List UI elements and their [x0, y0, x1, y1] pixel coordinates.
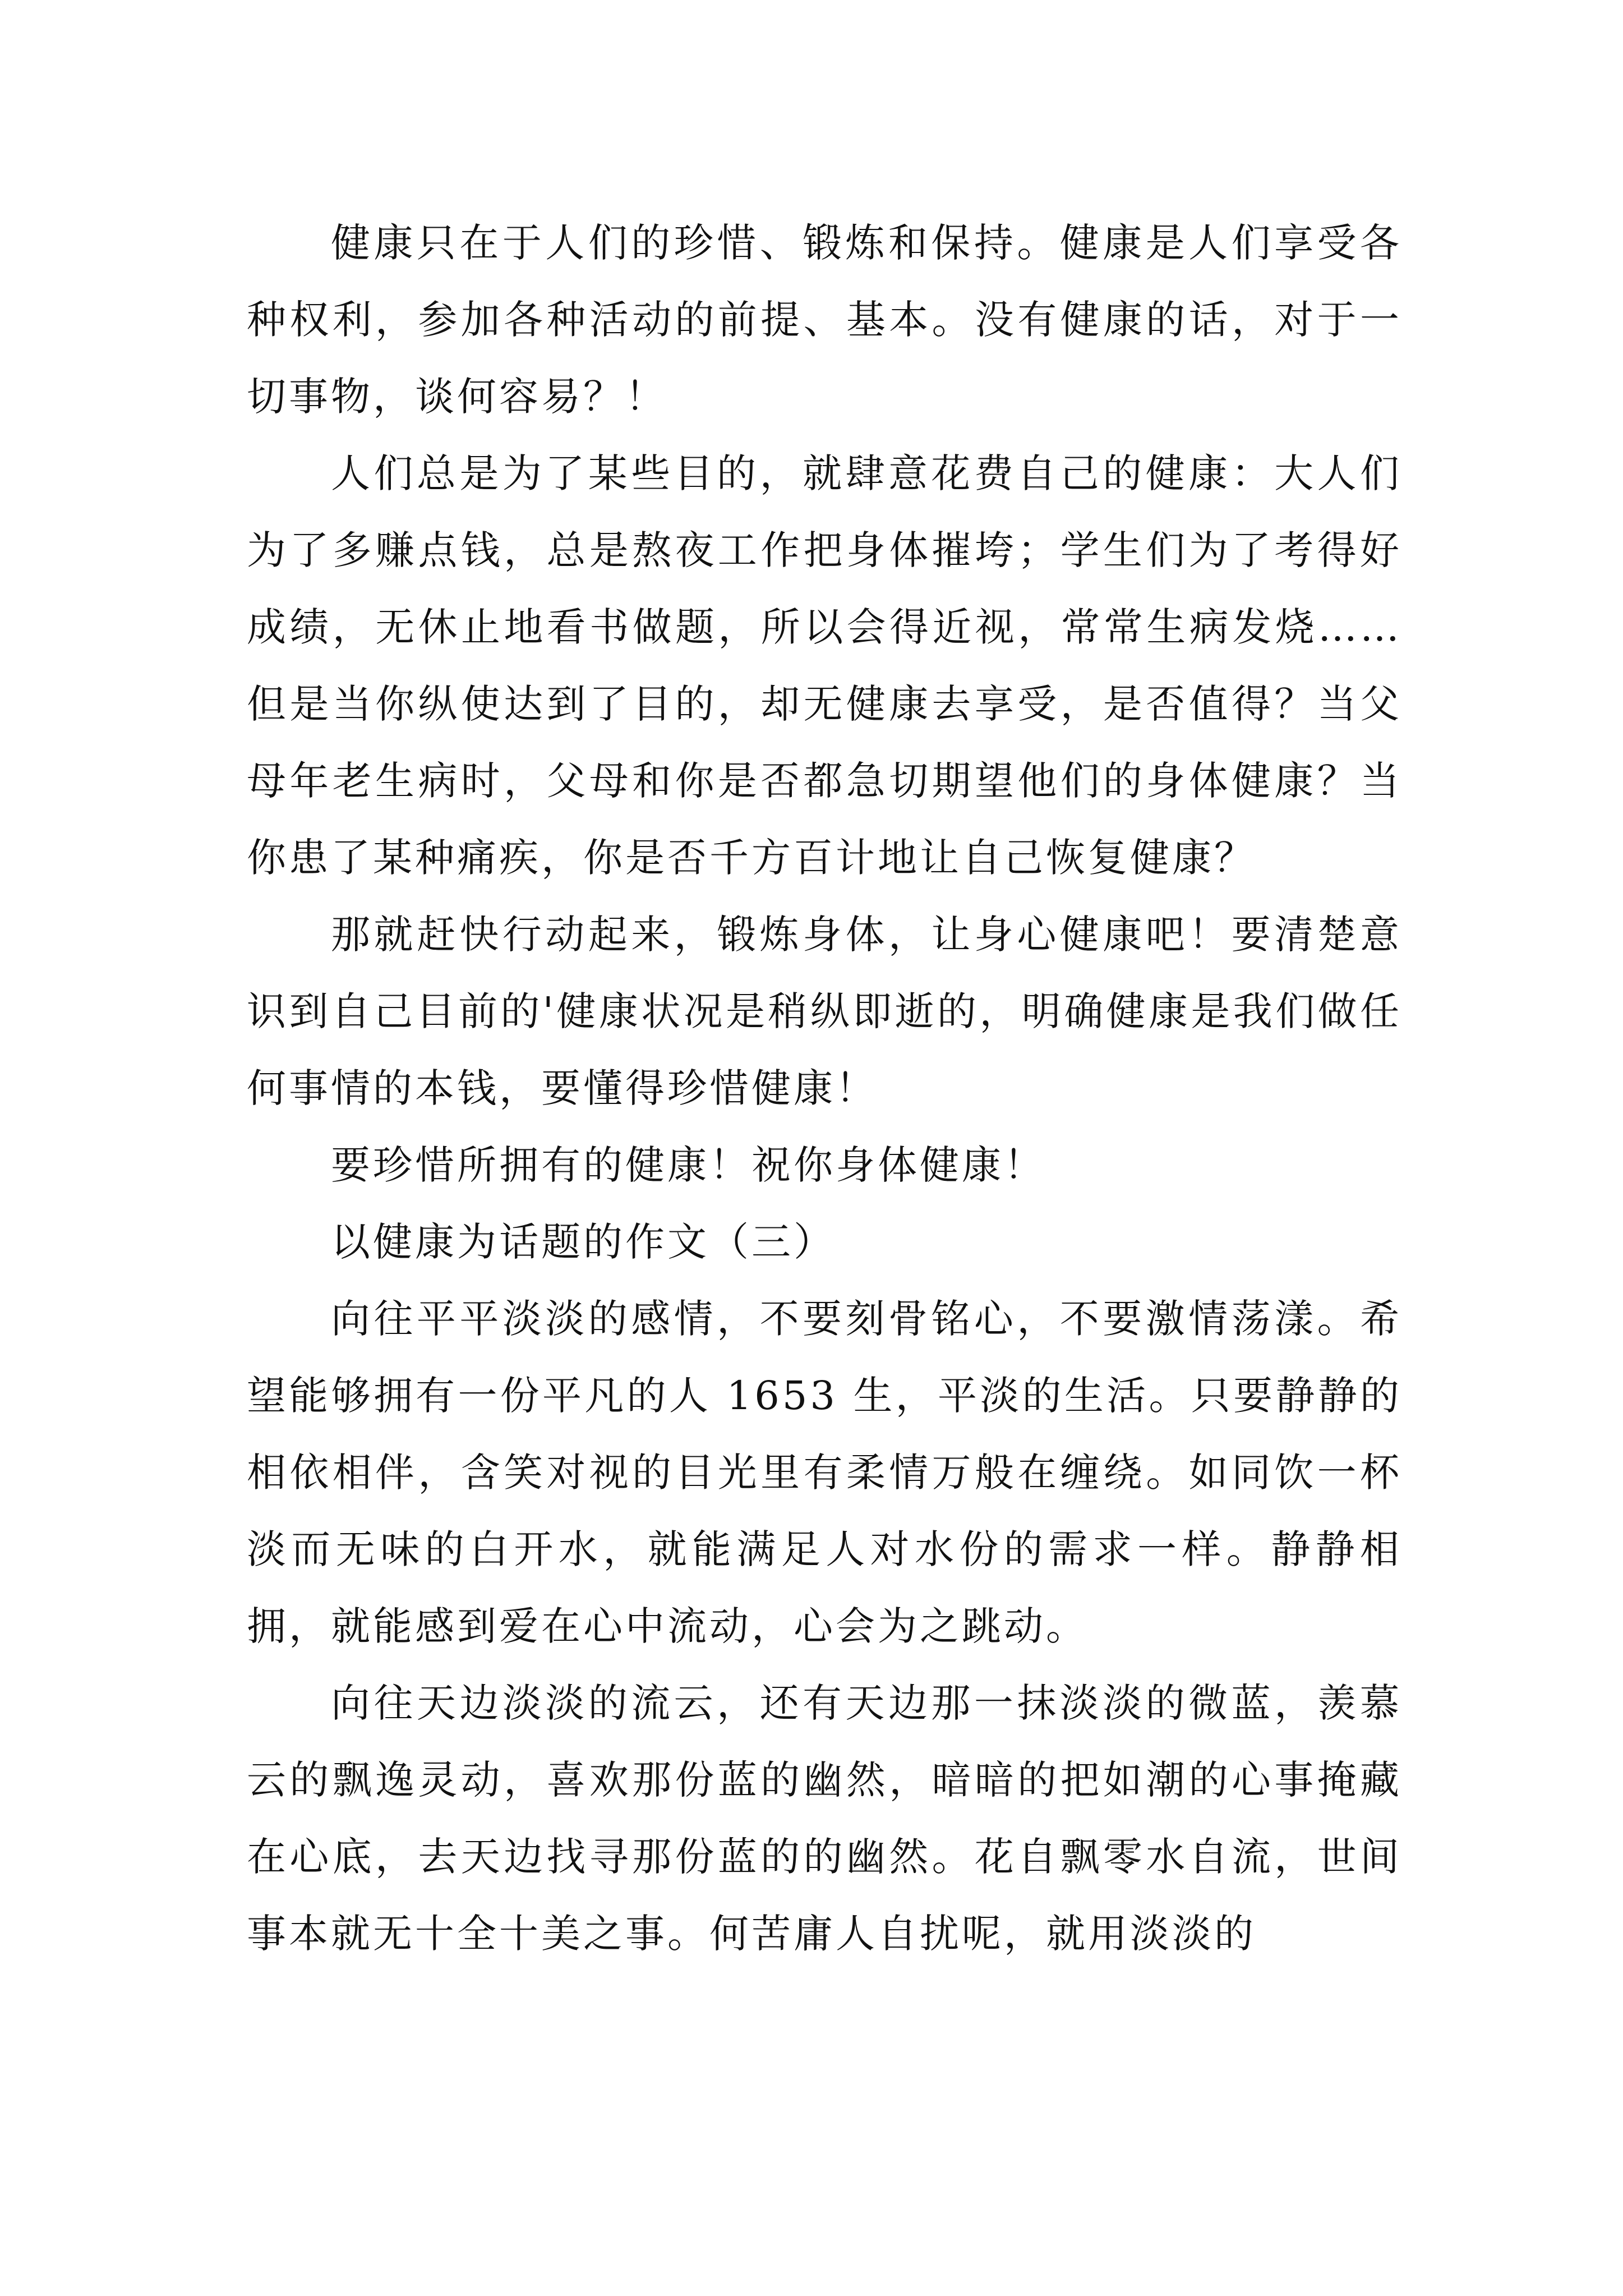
paragraph-drifting-clouds: 向往天边淡淡的流云，还有天边那一抹淡淡的微蓝，羡慕云的飘逸灵动，喜欢那份蓝的幽然，暗暗的把如潮的心事掩藏在心底，去天边找寻那份蓝的的幽然。花自飘零水自流，世间事本就无十全十美之事。何苦庸人自扰呢，就用淡淡的 [247, 1680, 1402, 1957]
paragraph-plain-feelings: 向往平平淡淡的感情，不要刻骨铭心，不要激情荡漾。希望能够拥有一份平凡的人 1653 生，平淡的生活。只要静静的相依相伴，含笑对视的目光里有柔情万般在缠绕。如同饮一杯淡而无味的白开水，就能满足人对水份的需求一样。静静相拥，就能感到爱在心中流动，心会为之跳动。 [247, 1296, 1402, 1649]
paragraph-health-cherish: 健康只在于人们的珍惜、锻炼和保持。健康是人们享受各种权利，参加各种活动的前提、基本。没有健康的话，对于一切事物，谈何容易？！ [247, 220, 1402, 420]
paragraph-take-action: 那就赶快行动起来，锻炼身体，让身心健康吧！要清楚意识到自己目前的'健康状况是稍纵即逝的，明确健康是我们做任何事情的本钱，要懂得珍惜健康！ [247, 912, 1402, 1111]
document-body [247, 205, 1402, 1972]
essay-section-title: 以健康为话题的作文（三） [331, 1219, 836, 1265]
paragraph-cherish-wish: 要珍惜所拥有的健康！祝你身体健康！ [331, 1142, 1046, 1188]
paragraph-spending-health: 人们总是为了某些目的，就肆意花费自己的健康：大人们为了多赚点钱，总是熬夜工作把身体摧垮；学生们为了考得好成绩，无休止地看书做题，所以会得近视，常常生病发烧……但是当你纵使达到了目的，却无健康去享受，是否值得？当父母年老生病时，父母和你是否都急切期望他们的身体健康？当你患了某种痛疾，你是否千方百计地让自己恢复健康？ [247, 450, 1402, 881]
